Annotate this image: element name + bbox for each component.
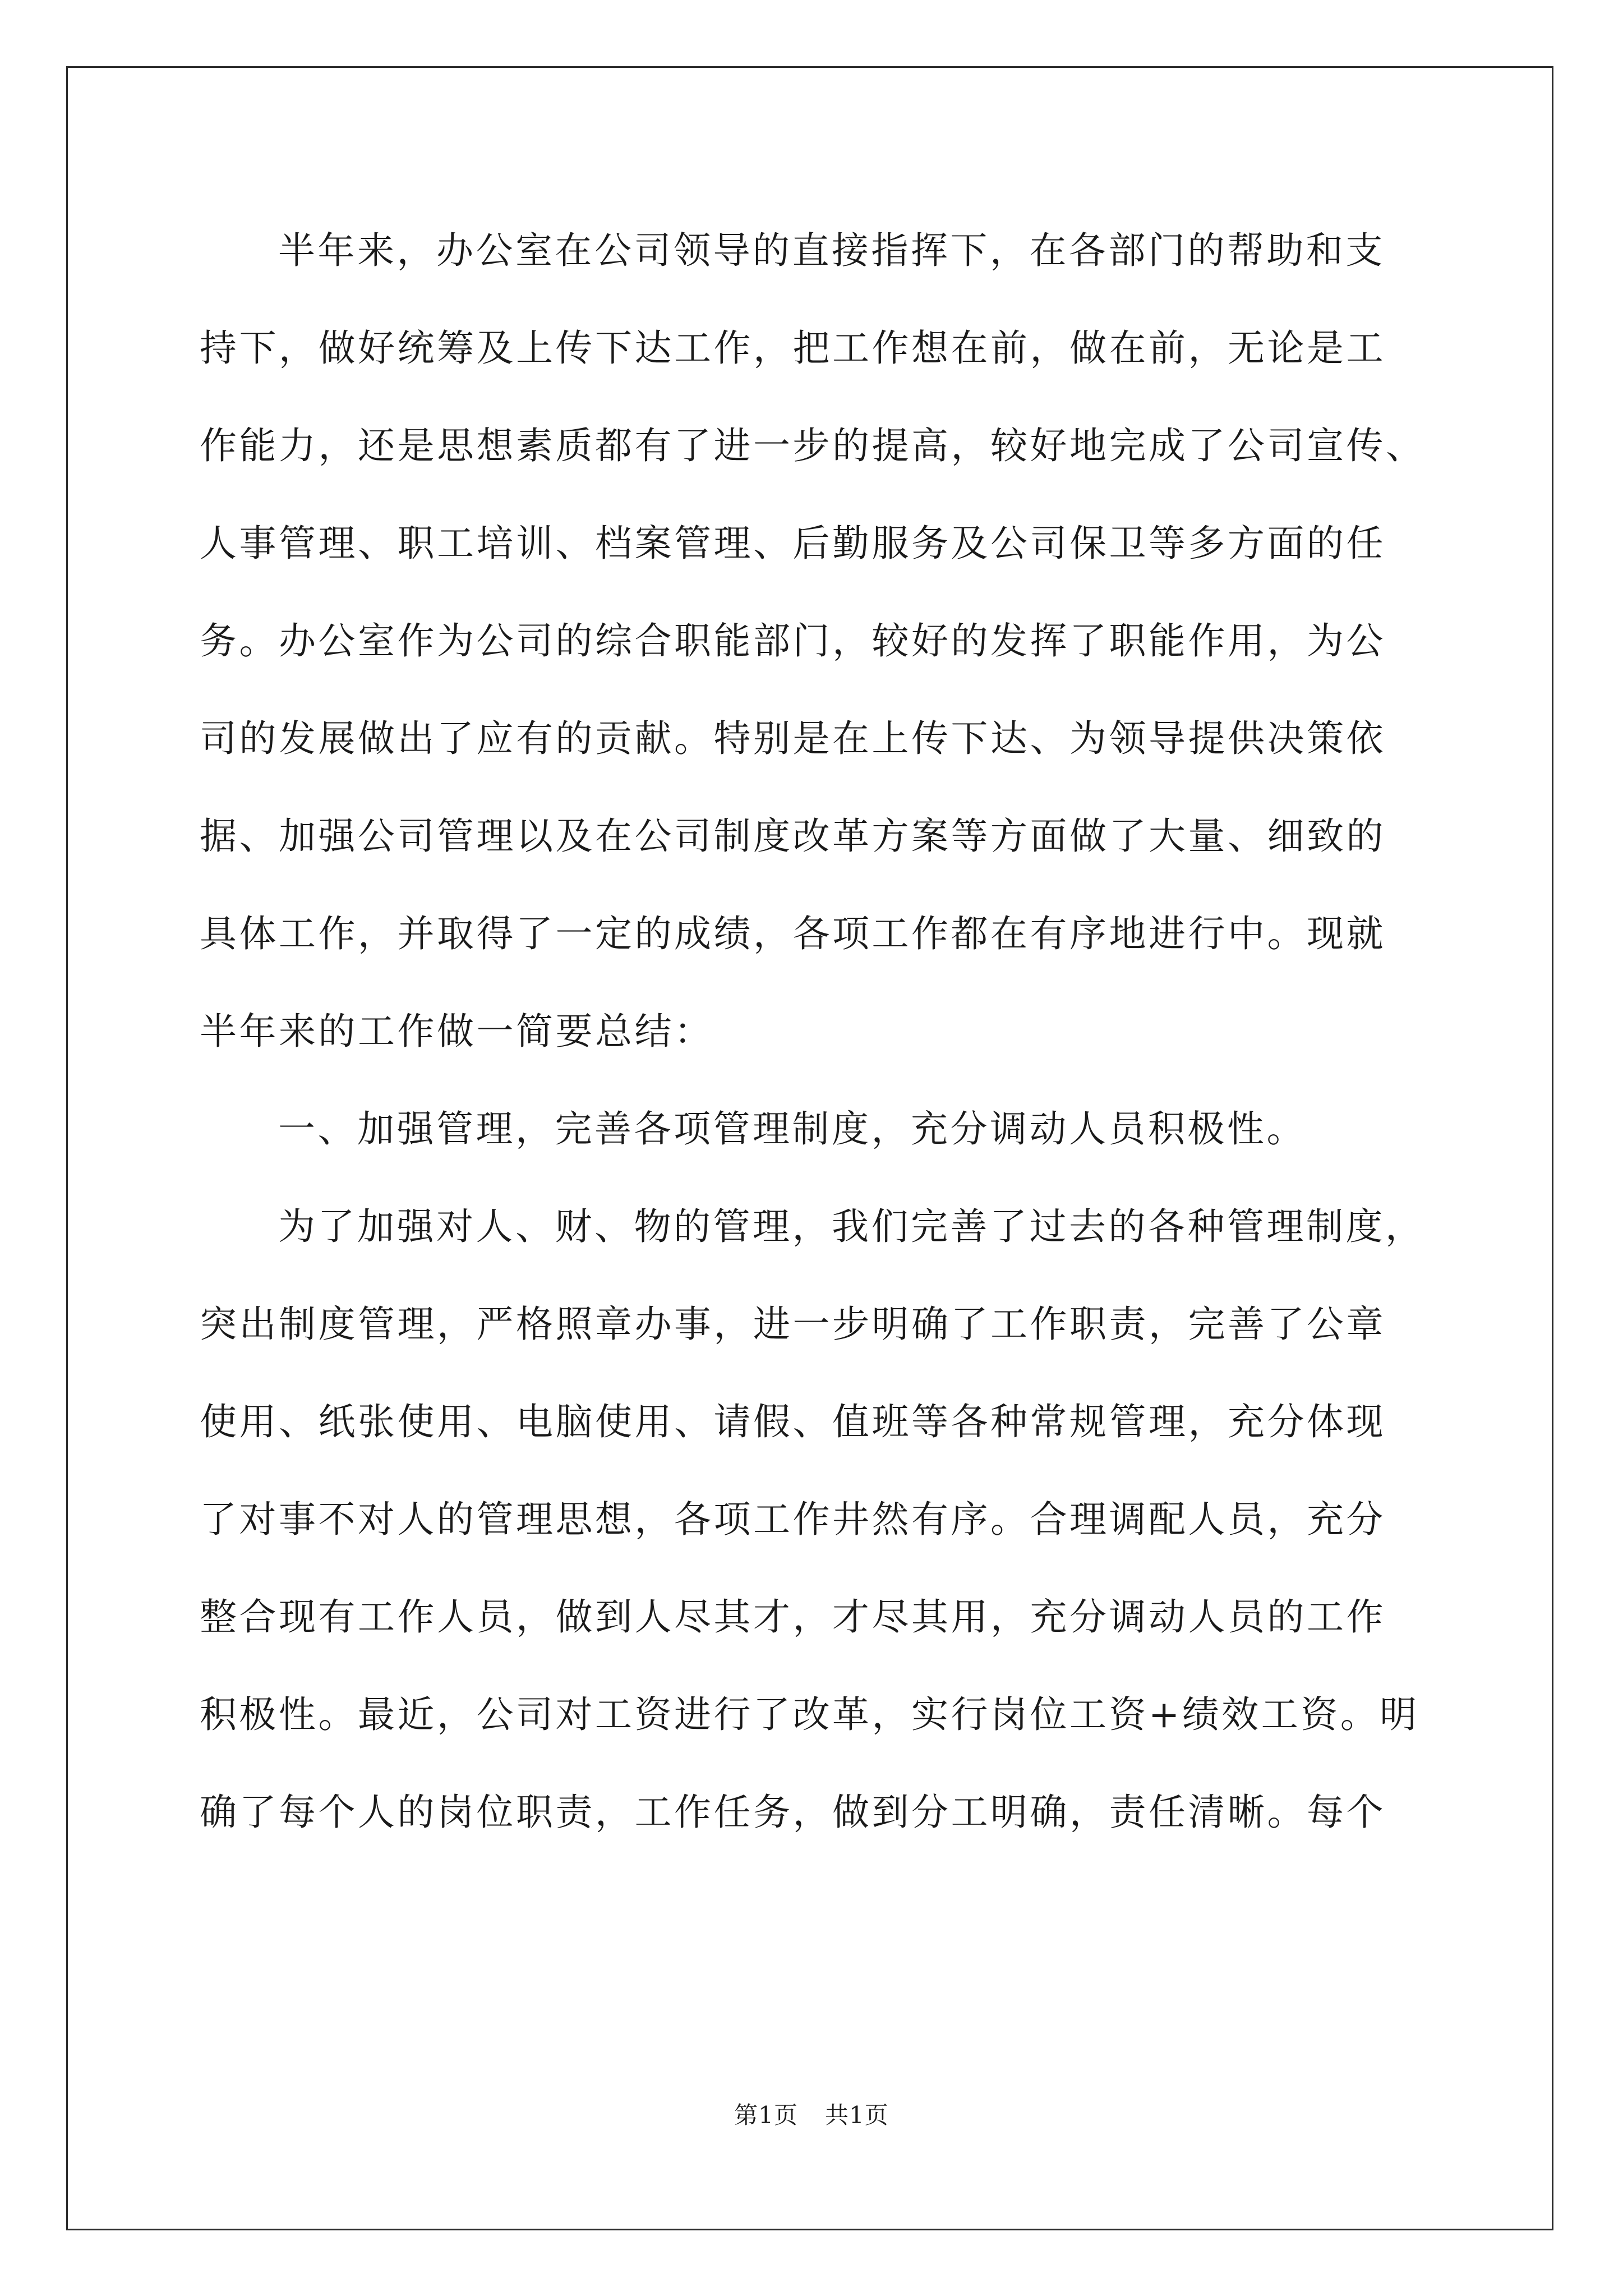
paragraph-line: 作能力，还是思想素质都有了进一步的提高，较好地完成了公司宣传、 bbox=[200, 424, 1426, 467]
paragraph-line: 积极性。最近，公司对工资进行了改革，实行岗位工资+绩效工资。明 bbox=[200, 1693, 1419, 1736]
paragraph-line: 突出制度管理，严格照章办事，进一步明确了工作职责，完善了公章 bbox=[200, 1303, 1386, 1346]
paragraph-line: 整合现有工作人员，做到人尽其才，才尽其用，充分调动人员的工作 bbox=[200, 1595, 1386, 1639]
page-footer bbox=[0, 2097, 1623, 2131]
paragraph-line: 确了每个人的岗位职责，工作任务，做到分工明确，责任清晰。每个 bbox=[200, 1791, 1386, 1834]
paragraph-line: 持下，做好统筹及上传下达工作，把工作想在前，做在前，无论是工 bbox=[200, 326, 1386, 370]
paragraph-line: 务。办公室作为公司的综合职能部门，较好的发挥了职能作用，为公 bbox=[200, 619, 1386, 662]
paragraph-line: 具体工作，并取得了一定的成绩，各项工作都在有序地进行中。现就 bbox=[200, 912, 1386, 955]
paragraph-line: 为了加强对人、财、物的管理，我们完善了过去的各种管理制度， bbox=[278, 1205, 1425, 1248]
page-number: 第1页 bbox=[734, 2101, 798, 2129]
document-body bbox=[200, 202, 1427, 1861]
paragraph-line: 司的发展做出了应有的贡献。特别是在上传下达、为领导提供决策依 bbox=[200, 717, 1386, 760]
paragraph-line: 半年来，办公室在公司领导的直接指挥下，在各部门的帮助和支 bbox=[278, 229, 1385, 272]
paragraph-line: 据、加强公司管理以及在公司制度改革方案等方面做了大量、细致的 bbox=[200, 815, 1386, 858]
paragraph-line: 了对事不对人的管理思想，各项工作井然有序。合理调配人员，充分 bbox=[200, 1498, 1386, 1541]
paragraph-line: 半年来的工作做一简要总结： bbox=[200, 1010, 714, 1053]
section-heading: 一、加强管理，完善各项管理制度，充分调动人员积极性。 bbox=[278, 1107, 1306, 1151]
page-total: 共1页 bbox=[825, 2101, 889, 2129]
paragraph-line: 人事管理、职工培训、档案管理、后勤服务及公司保卫等多方面的任 bbox=[200, 522, 1386, 565]
paragraph-line: 使用、纸张使用、电脑使用、请假、值班等各种常规管理，充分体现 bbox=[200, 1400, 1386, 1443]
